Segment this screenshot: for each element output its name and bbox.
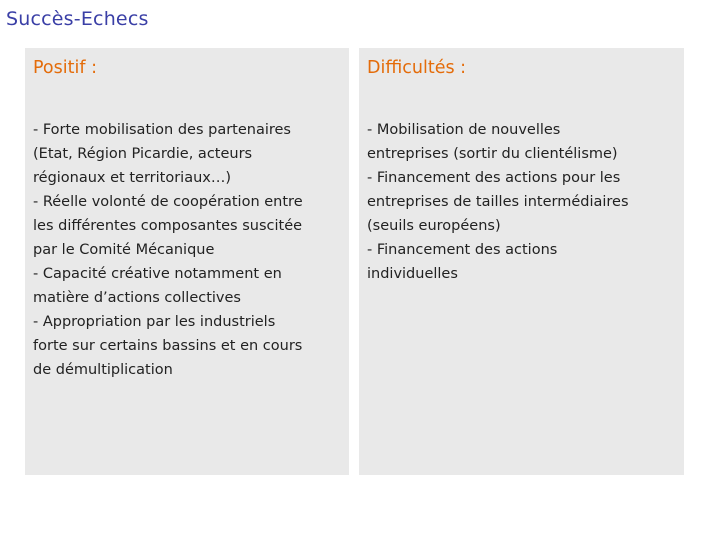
positive-line: forte sur certains bassins et en cours: [33, 338, 303, 354]
difficulties-line: - Financement des actions pour les: [367, 170, 621, 186]
difficulties-panel: [359, 48, 684, 475]
positive-line: - Appropriation par les industriels: [33, 314, 276, 330]
slide-title: Succès-Echecs: [6, 8, 149, 30]
positive-line: (Etat, Région Picardie, acteurs: [33, 146, 253, 162]
positive-line: matière d’actions collectives: [33, 290, 241, 306]
difficulties-line: (seuils européens): [367, 218, 501, 234]
positive-line: régionaux et territoriaux…): [33, 170, 232, 186]
positive-line: - Capacité créative notamment en: [33, 266, 282, 282]
difficulties-line: individuelles: [367, 266, 458, 282]
difficulties-line: - Financement des actions: [367, 242, 558, 258]
positive-heading: Positif :: [33, 58, 97, 78]
positive-line: - Réelle volonté de coopération entre: [33, 194, 303, 210]
positive-line: par le Comité Mécanique: [33, 242, 215, 258]
difficulties-line: entreprises (sortir du clientélisme): [367, 146, 618, 162]
positive-panel: [25, 48, 349, 475]
positive-line: de démultiplication: [33, 362, 173, 378]
positive-body: [33, 118, 341, 382]
positive-line: - Forte mobilisation des partenaires: [33, 122, 291, 138]
positive-line: les différentes composantes suscitée: [33, 218, 303, 234]
difficulties-body: [367, 118, 676, 286]
difficulties-line: entreprises de tailles intermédiaires: [367, 194, 629, 210]
difficulties-heading: Difficultés :: [367, 58, 467, 78]
difficulties-line: - Mobilisation de nouvelles: [367, 122, 561, 138]
